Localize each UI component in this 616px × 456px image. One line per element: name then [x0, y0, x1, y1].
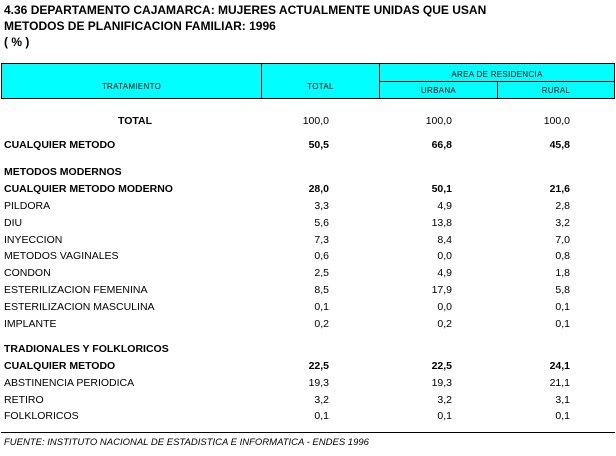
row-label: DIU — [4, 216, 23, 229]
row-label: INYECCION — [4, 233, 63, 246]
table-row — [0, 198, 616, 214]
cell-urbana: 22,5 — [431, 360, 452, 372]
table-row — [0, 358, 616, 374]
cell-rural: 3,2 — [555, 216, 570, 229]
table-row — [0, 375, 616, 391]
cell-rural: 2,8 — [555, 200, 570, 212]
cell-total: 3,2 — [314, 393, 329, 406]
header-urbana: URBANA — [420, 86, 457, 95]
row-label: PILDORA — [4, 200, 51, 212]
section-heading: METODOS MODERNOS — [4, 166, 122, 178]
cell-urbana: 13,8 — [431, 216, 452, 229]
footer-divider — [1, 432, 615, 433]
row-label: RETIRO — [4, 393, 44, 406]
table-row — [0, 408, 616, 424]
cell-urbana: 17,9 — [431, 284, 452, 296]
cell-rural: 0,1 — [555, 317, 570, 330]
cell-rural: 45,8 — [549, 139, 570, 151]
row-label: METODOS VAGINALES — [4, 250, 119, 263]
table-row — [0, 392, 616, 408]
row-label: ESTERILIZACION MASCULINA — [4, 300, 155, 313]
table-row — [0, 232, 616, 248]
table-title: 4.36 DEPARTAMENTO CAJAMARCA: MUJERES ACTUALMENTE UNIDAS QUE USAN — [4, 3, 487, 17]
cell-urbana: 50,1 — [431, 183, 452, 195]
cell-total: 2,5 — [314, 267, 329, 280]
header-bottom-border — [1, 98, 615, 99]
header-total: TOTAL — [307, 82, 334, 91]
cell-rural: 24,1 — [549, 360, 570, 372]
row-label: CUALQUIER METODO — [4, 360, 116, 372]
cell-urbana: 100,0 — [425, 115, 452, 127]
unit-label: ( % ) — [4, 35, 30, 49]
table-subtitle: METODOS DE PLANIFICACION FAMILIAR: 1996 — [4, 19, 276, 33]
cell-urbana: 0,0 — [437, 250, 452, 263]
table-row — [0, 316, 616, 332]
cell-rural: 21,6 — [549, 183, 570, 195]
cell-urbana: 66,8 — [431, 139, 452, 151]
row-label: TOTAL — [118, 115, 153, 127]
table-row-values — [0, 113, 616, 129]
row-label: CUALQUIER METODO MODERNO — [4, 183, 173, 195]
header-left-border — [1, 63, 2, 99]
cell-rural: 0,8 — [555, 250, 570, 263]
table-row — [0, 181, 616, 197]
cell-urbana: 0,2 — [437, 317, 452, 330]
row-label: ESTERILIZACION FEMENINA — [4, 284, 148, 296]
cell-rural: 1,8 — [555, 267, 570, 280]
cell-urbana: 8,4 — [437, 233, 452, 246]
cell-rural: 3,1 — [555, 393, 570, 406]
table-row — [0, 282, 616, 298]
header-tratamiento: TRATAMIENTO — [101, 82, 162, 91]
cell-urbana: 0,0 — [437, 300, 452, 313]
row-label: CONDON — [4, 267, 51, 280]
cell-rural: 21,1 — [549, 377, 570, 389]
cell-rural: 100,0 — [543, 115, 570, 127]
cell-total: 7,3 — [314, 233, 329, 246]
cell-total: 100,0 — [302, 115, 329, 127]
header-top-border — [1, 63, 615, 64]
cell-total: 0,1 — [314, 410, 329, 422]
header-area-residencia: AREA DE RESIDENCIA — [451, 70, 543, 79]
row-label: CUALQUIER METODO — [4, 139, 116, 151]
table-row — [0, 248, 616, 264]
cell-urbana: 19,3 — [431, 377, 452, 389]
table-row — [0, 299, 616, 315]
table-row — [0, 137, 616, 153]
table-row — [0, 215, 616, 231]
cell-urbana: 4,9 — [437, 267, 452, 280]
header-rural: RURAL — [541, 86, 571, 95]
table-row — [0, 265, 616, 281]
source-note: FUENTE: INSTITUTO NACIONAL DE ESTADISTICA E INFORMATICA - ENDES 1996 — [4, 437, 369, 448]
cell-urbana: 3,2 — [437, 393, 452, 406]
cell-total: 22,5 — [308, 360, 329, 372]
cell-urbana: 4,9 — [437, 200, 452, 212]
cell-total: 0,1 — [314, 300, 329, 313]
header-right-border — [614, 63, 615, 99]
cell-total: 0,2 — [314, 317, 329, 330]
header-col-divider-1 — [261, 63, 262, 99]
cell-rural: 7,0 — [555, 233, 570, 246]
row-label: IMPLANTE — [4, 317, 57, 330]
cell-rural: 5,8 — [555, 284, 570, 296]
cell-total: 3,3 — [314, 200, 329, 212]
cell-urbana: 0,1 — [437, 410, 452, 422]
cell-rural: 0,1 — [555, 410, 570, 422]
cell-total: 19,3 — [308, 377, 329, 389]
cell-total: 50,5 — [308, 139, 329, 151]
row-label: FOLKLORICOS — [4, 410, 79, 422]
cell-total: 0,6 — [314, 250, 329, 263]
section-heading: TRADIONALES Y FOLKLORICOS — [4, 343, 169, 355]
cell-rural: 0,1 — [555, 300, 570, 313]
cell-total: 5,6 — [314, 216, 329, 229]
row-label: ABSTINENCIA PERIODICA — [4, 377, 135, 389]
cell-total: 8,5 — [314, 284, 329, 296]
cell-total: 28,0 — [308, 183, 329, 195]
